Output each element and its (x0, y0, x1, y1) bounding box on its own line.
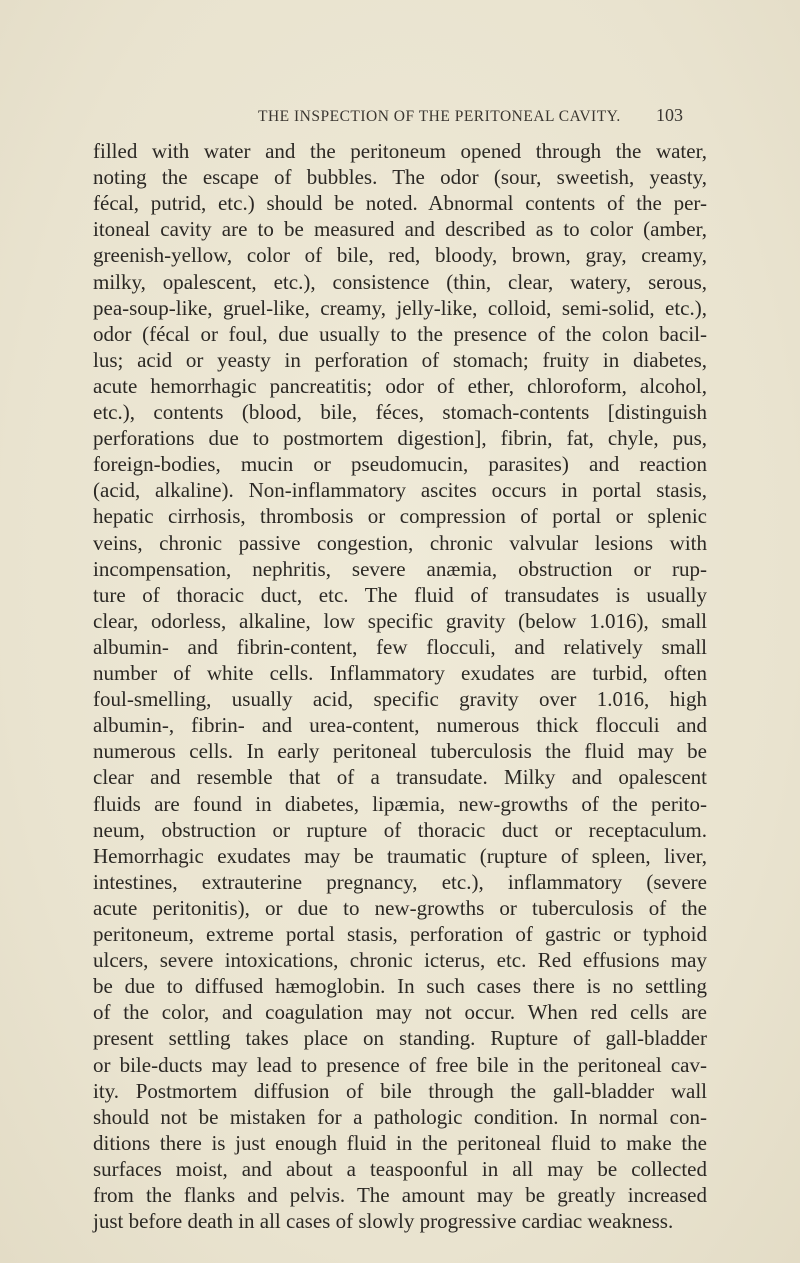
text-line: veins, chronic passive congestion, chronic valvular lesions with (93, 530, 707, 555)
text-line: just before death in all cases of slowly progressive cardiac weakness. (93, 1209, 674, 1234)
text-line: lus; acid or yeasty in perforation of stomach; fruity in diabetes, (93, 347, 707, 372)
text-line: etc.), contents (blood, bile, féces, stomach-contents [distinguish (93, 400, 707, 424)
text-line: incompensation, nephritis, severe anæmia, obstruction or rup- (93, 556, 707, 581)
text-line: greenish-yellow, color of bile, red, bloody, brown, gray, creamy, (93, 243, 707, 268)
text-line: fécal, putrid, etc.) should be noted. Abnormal contents of the per- (93, 191, 707, 216)
text-line: of the color, and coagulation may not occur. When red cells are (93, 1000, 707, 1025)
text-line: peritoneum, extreme portal stasis, perforation of gastric or typhoid (93, 922, 707, 946)
text-line: intestines, extrauterine pregnancy, etc.), inflammatory (severe (93, 869, 707, 894)
text-line: ulcers, severe intoxications, chronic icterus, etc. Red effusions may (93, 948, 707, 973)
text-line: present settling takes place on standing. Rupture of gall-bladder (93, 1026, 707, 1051)
text-line: milky, opalescent, etc.), consistence (thin, clear, watery, serous, (93, 269, 707, 294)
text-line: should not be mistaken for a pathologic condition. In normal con- (93, 1104, 707, 1129)
text-line: be due to diffused hæmoglobin. In such cases there is no settling (93, 974, 707, 999)
text-line: from the flanks and pelvis. The amount may be greatly increased (93, 1183, 707, 1207)
text-line: fluids are found in diabetes, lipæmia, new-growths of the perito- (93, 791, 707, 816)
text-line: acute hemorrhagic pancreatitis; odor of ether, chloroform, alcohol, (93, 373, 707, 398)
text-line: surfaces moist, and about a teaspoonful in all may be collected (93, 1156, 707, 1181)
text-line: neum, obstruction or rupture of thoracic duct or receptaculum. (93, 817, 707, 842)
text-line: odor (fécal or foul, due usually to the presence of the colon bacil- (93, 321, 707, 346)
text-line: (acid, alkaline). Non-inflammatory ascites occurs in portal stasis, (93, 478, 707, 503)
text-line: or bile-ducts may lead to presence of free bile in the peritoneal cav- (93, 1052, 707, 1077)
text-line: perforations due to postmortem digestion], fibrin, fat, chyle, pus, (93, 426, 707, 451)
running-head: THE INSPECTION OF THE PERITONEAL CAVITY. (258, 108, 621, 125)
text-line: clear and resemble that of a transudate. Milky and opalescent (93, 765, 707, 790)
text-line: foreign-bodies, mucin or pseudomucin, parasites) and reaction (93, 452, 707, 477)
text-line: foul-smelling, usually acid, specific gravity over 1.016, high (93, 687, 707, 712)
text-line: albumin- and fibrin-content, few flocculi, and relatively small (93, 634, 707, 659)
text-line: ity. Postmortem diffusion of bile through the gall-bladder wall (93, 1078, 707, 1103)
text-line: filled with water and the peritoneum opened through the water, (93, 139, 707, 163)
page-number: 103 (656, 105, 683, 125)
text-line: clear, odorless, alkaline, low specific gravity (below 1.016), small (93, 608, 707, 633)
text-line: Hemorrhagic exudates may be traumatic (rupture of spleen, liver, (93, 843, 707, 868)
text-line: number of white cells. Inflammatory exudates are turbid, often (93, 661, 707, 685)
text-line: ditions there is just enough fluid in the peritoneal fluid to make the (93, 1130, 707, 1155)
text-line: itoneal cavity are to be measured and described as to color (amber, (93, 217, 707, 242)
text-line: noting the escape of bubbles. The odor (sour, sweetish, yeasty, (93, 165, 707, 190)
text-line: ture of thoracic duct, etc. The fluid of transudates is usually (93, 582, 707, 607)
text-line: numerous cells. In early peritoneal tuberculosis the fluid may be (93, 739, 707, 764)
text-line: acute peritonitis), or due to new-growths or tuberculosis of the (93, 895, 707, 920)
text-line: pea-soup-like, gruel-like, creamy, jelly-like, colloid, semi-solid, etc.), (93, 295, 707, 320)
text-line: hepatic cirrhosis, thrombosis or compression of portal or splenic (93, 504, 707, 529)
text-line: albumin-, fibrin- and urea-content, numerous thick flocculi and (93, 713, 707, 738)
